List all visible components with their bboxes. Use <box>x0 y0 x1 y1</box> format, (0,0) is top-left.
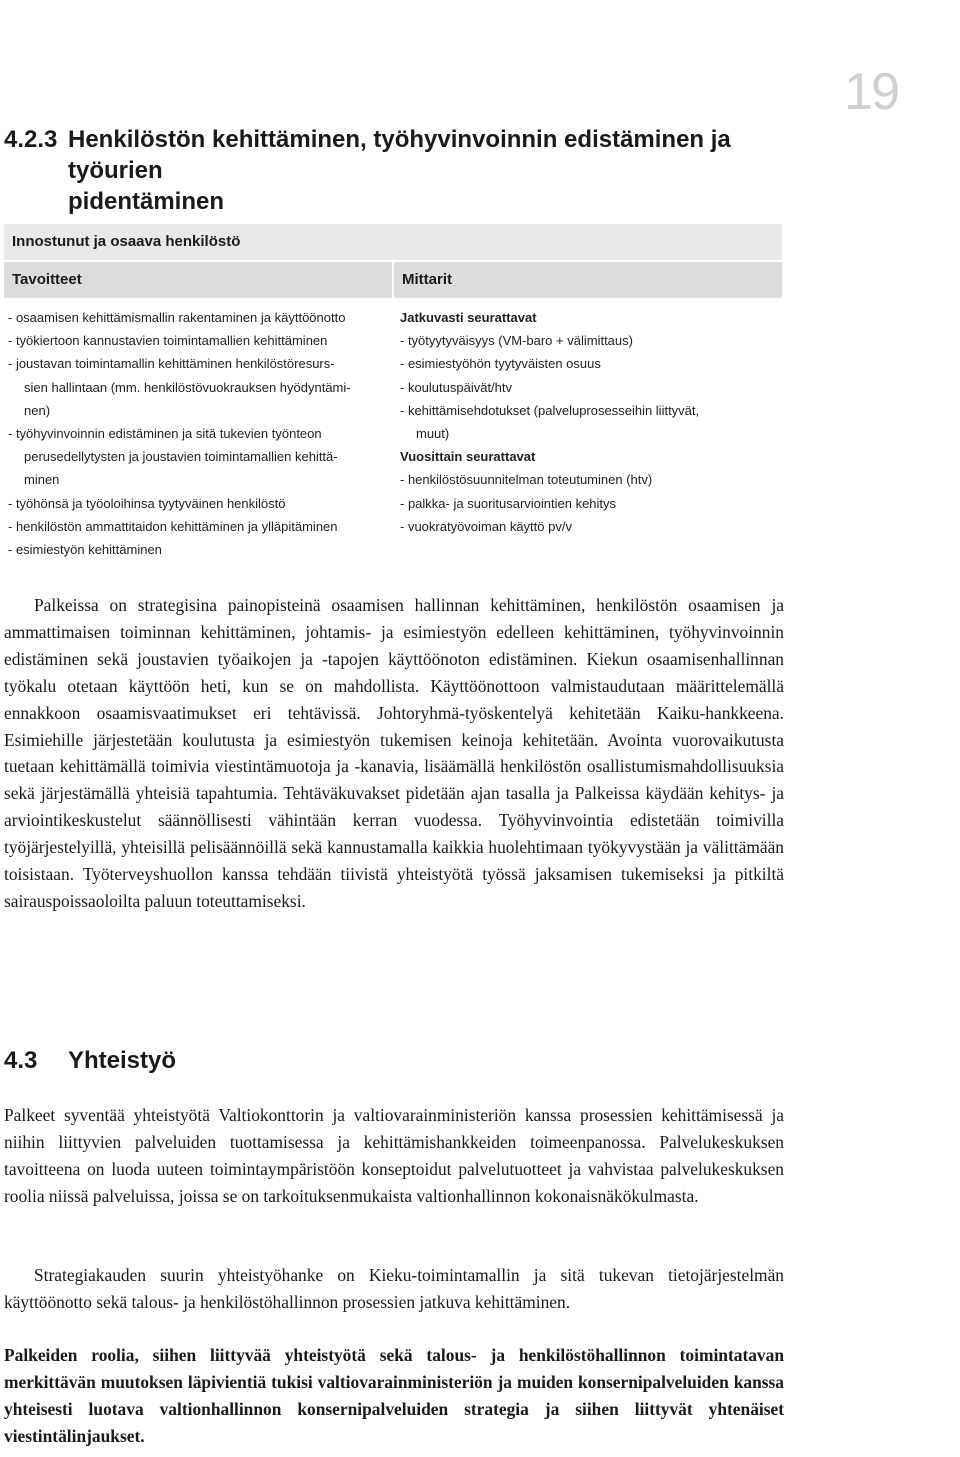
column-header-goals: Tavoitteet <box>4 262 392 298</box>
column-header-metrics: Mittarit <box>394 262 782 298</box>
metric-line: muut) <box>416 426 450 442</box>
metric-line: - esimiestyöhön tyytyväisten osuus <box>400 356 601 372</box>
paragraph-cooperation: Palkeet syventää yhteistyötä Valtiokonttorin ja valtiovarainministeriön kanssa prosessien kehittämisessä ja niihin liittyvien palveluiden tuottamisessa ja kehittämishankkeiden toimeenpanossa. Palvelukeskuksen tavoitteena on luoda uuteen toimintaympäristöön konseptoidut palvelutuotteet ja vahvistaa palvelukeskuksen roolia niissä palveluissa, joissa se on tarkoituksenmukaista valtionhallinnon kokonaisnäkökulmasta. <box>4 1105 784 1206</box>
goal-line: perusedellytysten ja joustavien toimintamallien kehittä- <box>24 449 338 465</box>
goal-line: - työhönsä ja työoloihinsa tyytyväinen henkilöstö <box>8 495 286 511</box>
goal-line: nen) <box>24 402 51 418</box>
goal-line: - esimiestyön kehittäminen <box>8 542 162 558</box>
metric-line: - henkilöstösuunnitelman toteutuminen (htv) <box>400 472 653 488</box>
metric-line: - työtyytyväisyys (VM-baro + välimittaus) <box>400 333 633 349</box>
section-heading-4-3 <box>4 1047 176 1075</box>
section-title: Yhteistyö <box>68 1047 177 1074</box>
goals-metrics-table <box>4 224 782 576</box>
table-title: Innostunut ja osaava henkilöstö <box>4 224 782 260</box>
goals-list <box>8 306 388 561</box>
metric-line: - kehittämisehdotukset (palveluprosesseihin liittyvät, <box>400 402 700 418</box>
paragraph-personnel-development: Palkeissa on strategisina painopisteinä osaamisen hallinnan kehittäminen, henkilöstön osaamisen ja ammattimaisen toiminnan kehittäminen, johtamis- ja esimiestyön edelleen kehittäminen, työhyvinvoinnin edistäminen sekä joustavien työaikojen ja -tapojen käyttöönoton edistäminen. Kiekun osaamisenhallinnan työkalu otetaan käyttöön heti, kun se on mahdollista. Käyttöönottoon valmistaudutaan määrittelemällä ennakkoon osaamisvaatimukset eri tehtävissä. Johtoryhmä-työskentelyä kehitetään Kaiku-hankkeena. Esimiehille järjestetään koulutusta ja esimiestyön tukemisen keinoja kehitetään. Avointa vuorovaikutusta tuetaan kehittämällä toimivia viestintämuotoja ja -kanavia, lisäämällä henkilöstön osallistumismahdollisuuksia sekä järjestämällä yhteisiä tapahtumia. Tehtäväkuvakset pidetään ajan tasalla ja Palkeissa käydään kehitys- ja arviointikeskustelut säännöllisesti vähintään kerran vuodessa. Työhyvinvointia edistetään toimivilla työjärjestelyillä, yhteisillä pelisäännöillä sekä kannustamalla kaikkia huolehtimaan työkyvystään ja välittämään toisistaan. Työterveyshuollon kanssa tehdään tiivistä yhteistyötä työssä jaksamisen tukemiseksi ja pitkiltä sairauspoissaoloilta paluun toteuttamiseksi. <box>4 595 784 911</box>
metric-line: - palkka- ja suoritusarviointien kehitys <box>400 495 617 511</box>
paragraph-strategy-bold: Palkeiden roolia, siihen liittyvää yhteistyötä sekä talous- ja henkilöstöhallinnon toimintatavan merkittävän muutoksen läpivientiä tukisi valtiovarainministeriön ja muiden konsernipalveluiden kanssa yhteisesti luotava valtionhallinnon konsernipalveluiden strategia ja siihen liittyvät yhtenäiset viestintälinjaukset. <box>4 1345 784 1446</box>
metric-group-heading: Jatkuvasti seurattavat <box>400 310 537 325</box>
section-number: 4.2.3 <box>4 126 58 153</box>
goal-line: minen <box>24 472 60 488</box>
goal-line: - henkilöstön ammattitaidon kehittäminen ja ylläpitäminen <box>8 518 338 534</box>
section-number: 4.3 <box>4 1047 38 1074</box>
metric-group-heading: Vuosittain seurattavat <box>400 449 536 465</box>
section-heading-4-2-3 <box>4 124 768 217</box>
section-title-line-2: pidentäminen <box>68 188 225 215</box>
paragraph-kieku: Strategiakauden suurin yhteistyöhanke on Kieku-toimintamallin ja sitä tukevan tietojärjestelmän käyttöönotto sekä talous- ja henkilöstöhallinnon prosessien jatkuva kehittäminen. <box>4 1265 784 1312</box>
metrics-list <box>400 306 780 538</box>
metric-line: - koulutuspäivät/htv <box>400 379 513 395</box>
goal-line: - osaamisen kehittämismallin rakentaminen ja käyttöönotto <box>8 310 346 325</box>
section-title-line-1: Henkilöstön kehittäminen, työhyvinvoinnin edistäminen ja työurien <box>68 126 731 184</box>
goal-line: - työkiertoon kannustavien toimintamallien kehittäminen <box>8 333 328 349</box>
goal-line: - joustavan toimintamallin kehittäminen henkilöstöresurs- <box>8 356 335 372</box>
goal-line: - työhyvinvoinnin edistäminen ja sitä tukevien työnteon <box>8 426 322 442</box>
goal-line: sien hallintaan (mm. henkilöstövuokrauksen hyödyntämi- <box>24 379 351 395</box>
page-number: 19 <box>844 63 898 121</box>
metric-line: - vuokratyövoiman käyttö pv/v <box>400 518 572 534</box>
